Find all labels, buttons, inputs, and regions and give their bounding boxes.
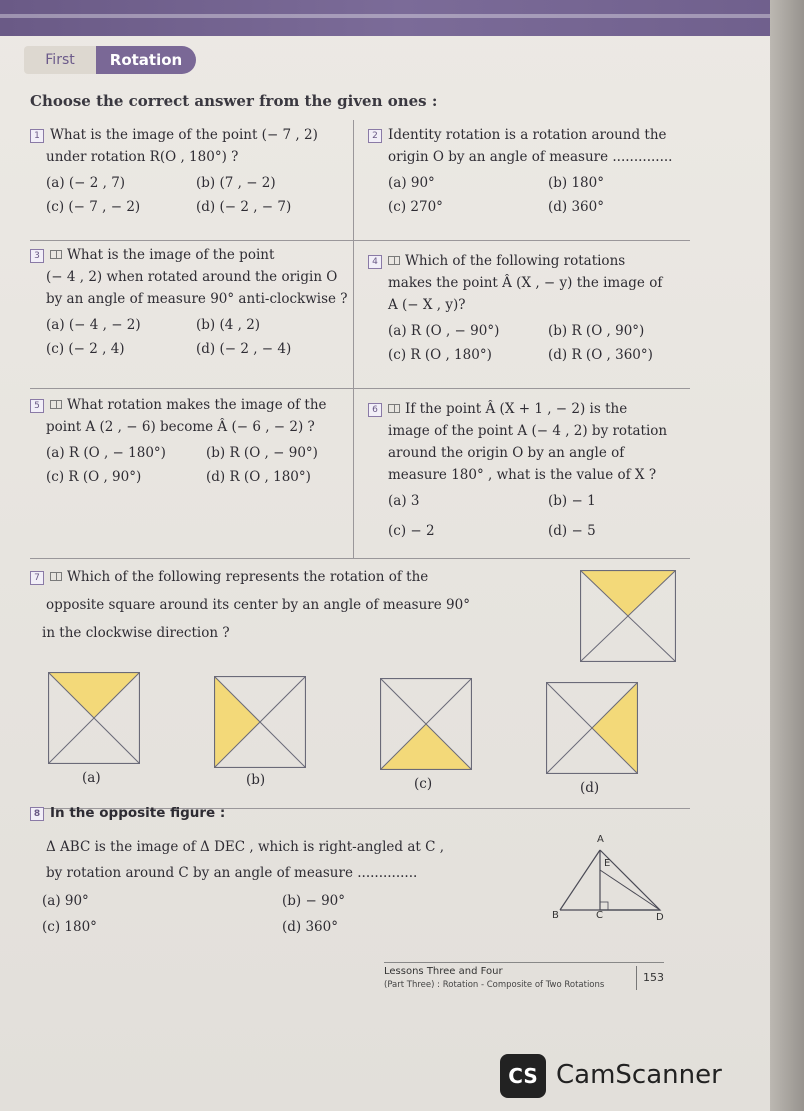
option-b[interactable]: (b) (7 , − 2): [196, 175, 276, 191]
footer-divider: [384, 962, 664, 963]
option-c[interactable]: (c) 270°: [388, 199, 443, 215]
option-b[interactable]: (b) 180°: [548, 175, 604, 191]
option-b[interactable]: (b) R (O , − 90°): [206, 445, 318, 461]
book-icon: [388, 256, 400, 265]
instruction-text: Choose the correct answer from the given ones :: [30, 92, 438, 110]
option-d[interactable]: (d) R (O , 180°): [206, 469, 311, 485]
question-text: measure 180° , what is the value of X ?: [388, 467, 657, 483]
question-text: What is the image of the point (− 7 , 2): [50, 127, 318, 143]
option-a[interactable]: (a) 3: [388, 493, 420, 509]
reference-square: [580, 570, 676, 662]
option-b[interactable]: (b) − 90°: [282, 893, 345, 909]
question-text: makes the point Â (X , − y) the image of: [388, 275, 663, 291]
question-text: What rotation makes the image of the: [67, 397, 327, 413]
vertex-b: B: [552, 910, 559, 921]
option-b-square[interactable]: [214, 676, 306, 768]
vertex-e: E: [604, 858, 611, 869]
question-title: In the opposite figure :: [50, 805, 226, 821]
option-d[interactable]: (d) 360°: [282, 919, 338, 935]
vertex-a: A: [597, 834, 604, 845]
row-divider-1: [30, 240, 690, 241]
question-text: around the origin O by an angle of: [388, 445, 625, 461]
option-c-square[interactable]: [380, 678, 472, 770]
option-a[interactable]: (a) (− 2 , 7): [46, 175, 126, 191]
question-text: Identity rotation is a rotation around the: [388, 127, 667, 143]
question-text: under rotation R(O , 180°) ?: [46, 149, 239, 165]
camscanner-watermark: CamScanner: [556, 1060, 722, 1090]
option-a-label: (a): [82, 770, 101, 786]
question-text: If the point Â (X + 1 , − 2) is the: [405, 401, 628, 417]
row-divider-3: [30, 558, 690, 559]
book-icon: [50, 572, 62, 581]
option-a[interactable]: (a) 90°: [42, 893, 89, 909]
question-text: A (− X , y)?: [388, 297, 466, 313]
option-a[interactable]: (a) R (O , − 180°): [46, 445, 166, 461]
row-divider-2: [30, 388, 690, 389]
book-icon: [50, 250, 62, 259]
camscanner-logo-icon: CS: [500, 1054, 546, 1098]
option-d[interactable]: (d) R (O , 360°): [548, 347, 653, 363]
question-3: [30, 244, 356, 360]
option-c[interactable]: (c) 180°: [42, 919, 97, 935]
question-text: in the clockwise direction ?: [42, 625, 230, 641]
question-text: point A (2 , − 6) become Â (− 6 , − 2) ?: [46, 419, 315, 435]
question-text: Which of the following rotations: [405, 253, 626, 269]
question-number: 2: [368, 129, 382, 143]
question-4: [368, 250, 688, 366]
question-5: [30, 394, 366, 488]
question-text: by an angle of measure 90° anti-clockwise ?: [46, 291, 348, 307]
option-b[interactable]: (b) (4 , 2): [196, 317, 261, 333]
option-b-label: (b): [246, 772, 266, 788]
option-d-label: (d): [580, 780, 600, 796]
option-c-label: (c): [414, 776, 433, 792]
question-7: [30, 566, 470, 644]
question-text: Which of the following represents the rotation of the: [67, 569, 429, 585]
question-number: 5: [30, 399, 44, 413]
question-6: [368, 398, 688, 542]
footer-lesson-title: Lessons Three and Four: [384, 966, 503, 977]
question-text: origin O by an angle of measure ..............: [388, 149, 673, 165]
question-text: Δ ABC is the image of Δ DEC , which is right-angled at C ,: [46, 839, 444, 855]
option-a[interactable]: (a) 90°: [388, 175, 435, 191]
option-d[interactable]: (d) (− 2 , − 4): [196, 341, 292, 357]
question-1: [30, 124, 356, 218]
option-c[interactable]: (c) − 2: [388, 523, 435, 539]
option-b[interactable]: (b) R (O , 90°): [548, 323, 645, 339]
question-text: What is the image of the point: [67, 247, 275, 263]
question-text: image of the point A (− 4 , 2) by rotation: [388, 423, 668, 439]
question-number: 4: [368, 255, 382, 269]
footer-lesson-subtitle: (Part Three) : Rotation - Composite of Two Rotations: [384, 980, 605, 990]
option-b[interactable]: (b) − 1: [548, 493, 596, 509]
vertex-d: D: [656, 912, 664, 923]
question-text: (− 4 , 2) when rotated around the origin O: [46, 269, 338, 285]
option-d[interactable]: (d) − 5: [548, 523, 596, 539]
option-c[interactable]: (c) R (O , 180°): [388, 347, 492, 363]
page-edge-shadow: [770, 0, 804, 1111]
question-text: opposite square around its center by an angle of measure 90°: [46, 597, 470, 613]
option-a-square[interactable]: [48, 672, 140, 764]
book-icon: [50, 400, 62, 409]
option-d[interactable]: (d) (− 2 , − 7): [196, 199, 292, 215]
tab-first: First: [24, 46, 96, 74]
option-a[interactable]: (a) R (O , − 90°): [388, 323, 500, 339]
book-icon: [388, 404, 400, 413]
option-c[interactable]: (c) (− 7 , − 2): [46, 199, 141, 215]
question-8: [30, 802, 444, 938]
tab-rotation: Rotation: [96, 46, 196, 74]
question-number: 6: [368, 403, 382, 417]
question-2: [368, 124, 688, 218]
question-text: by rotation around C by an angle of measure ..............: [46, 865, 418, 881]
option-d-square[interactable]: [546, 682, 638, 774]
question-number: 8: [30, 807, 44, 821]
top-banner: [0, 0, 804, 36]
option-c[interactable]: (c) (− 2 , 4): [46, 341, 125, 357]
option-d[interactable]: (d) 360°: [548, 199, 604, 215]
page-number: 153: [636, 966, 664, 990]
triangle-figure: [556, 840, 676, 920]
option-c[interactable]: (c) R (O , 90°): [46, 469, 142, 485]
option-a[interactable]: (a) (− 4 , − 2): [46, 317, 141, 333]
section-tabs: [24, 46, 196, 74]
question-number: 1: [30, 129, 44, 143]
question-number: 7: [30, 571, 44, 585]
question-number: 3: [30, 249, 44, 263]
vertex-c: C: [596, 910, 603, 921]
